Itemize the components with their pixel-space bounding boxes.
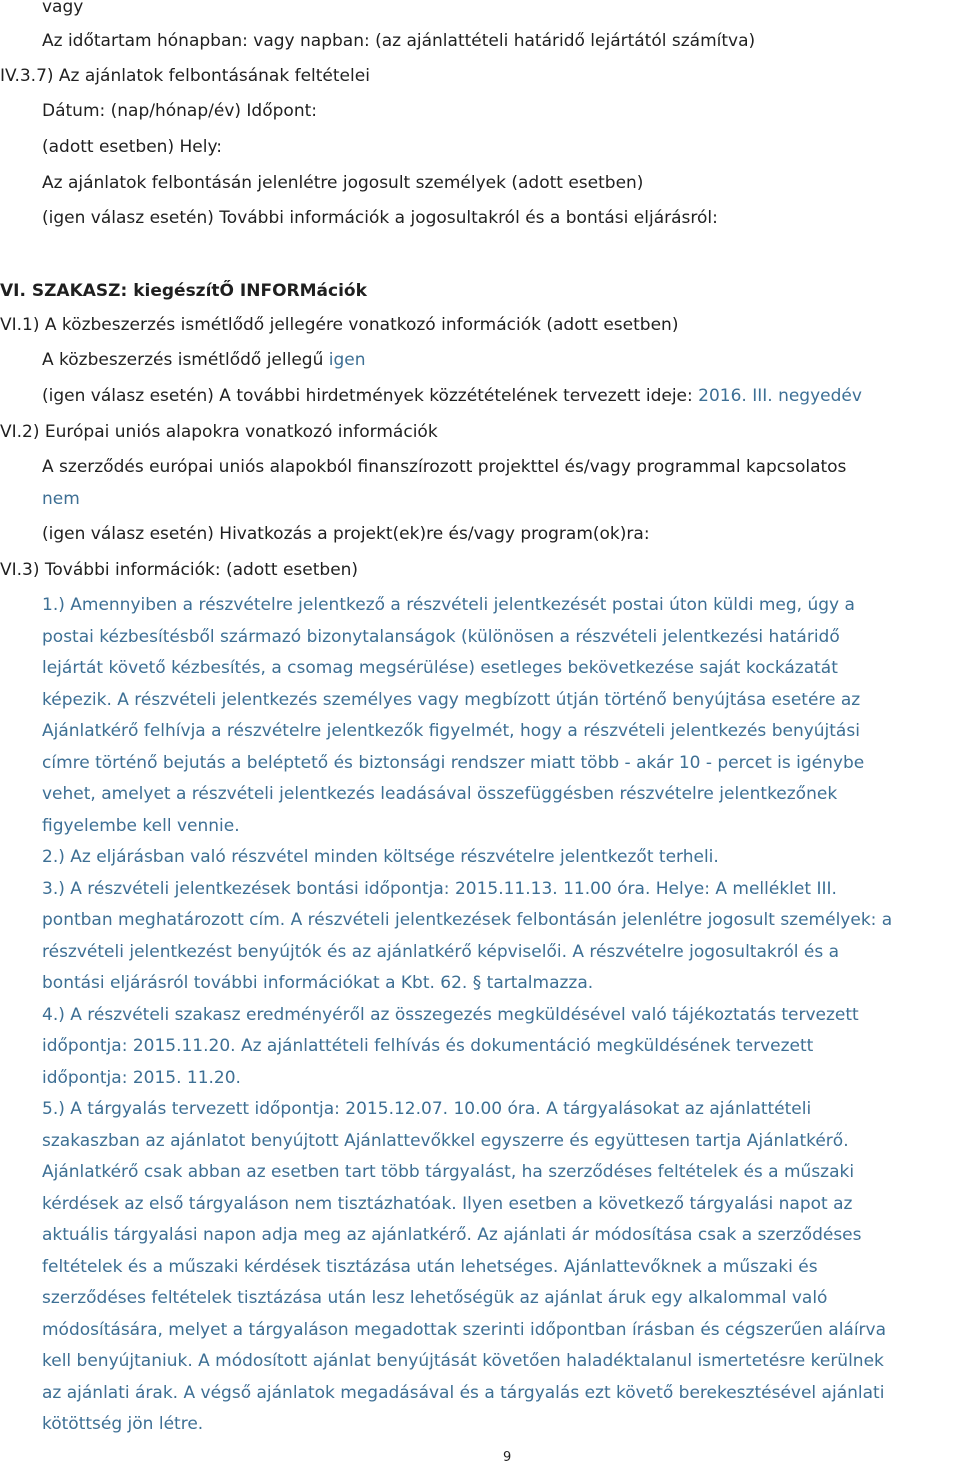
body-line: címre történő bejutás a beléptető és biztonsági rendszer miatt több - akár 10 - percet is igénybe <box>42 752 865 773</box>
top-line-1: vagy <box>42 0 84 17</box>
body-line: lejártát követő kézbesítés, a csomag megsérülése) esetleges bekövetkezése saját kockázatát <box>42 658 838 678</box>
body-line: kérdések az első tárgyaláson nem tisztázhatóak. Ilyen esetben a következő tárgyalási napot az <box>42 1193 853 1214</box>
body-line: 4.) A részvételi szakasz eredményéről az összegezés megküldésével való tájékoztatás tervezett <box>42 1004 859 1025</box>
vi-2-heading: VI.2) Európai uniós alapokra vonatkozó információk <box>0 422 438 442</box>
vi-1-question-2-label: (igen válasz esetén) A további hirdetmények közzétételének tervezett ideje: <box>42 386 699 406</box>
body-line: időpontja: 2015.11.20. Az ajánlattételi felhívás és dokumentáció megküldésének tervezett <box>42 1036 814 1056</box>
vi-1-answer: igen <box>328 350 366 370</box>
section-iv-3-7-heading: IV.3.7) Az ajánlatok felbontásának feltételei <box>0 66 370 86</box>
top-line-6: Az ajánlatok felbontásán jelenlétre jogosult személyek (adott esetben) <box>42 173 644 193</box>
body-line: 2.) Az eljárásban való részvétel minden költsége részvételre jelentkezőt terheli. <box>42 847 719 867</box>
body-line: Ajánlatkérő felhívja a részvételre jelentkezők figyelmét, hogy a részvételi jelentkezés benyújtási <box>42 721 860 741</box>
top-line-5: (adott esetben) Hely: <box>42 137 222 157</box>
body-line: pontban meghatározott cím. A részvételi jelentkezések felbontásán jelenlétre jogosult személyek: a <box>42 910 893 930</box>
vi-1-heading: VI.1) A közbeszerzés ismétlődő jellegére vonatkozó információk (adott esetben) <box>0 315 679 335</box>
body-line: szakaszban az ajánlatot benyújtott Ajánlattevőkkel egyszerre és együttesen tartja Ajánlatkérő. <box>42 1130 849 1151</box>
body-line: időpontja: 2015. 11.20. <box>42 1067 241 1088</box>
body-line: kötöttség jön létre. <box>42 1414 204 1434</box>
top-line-4: Dátum: (nap/hónap/év) Időpont: <box>42 101 317 121</box>
body-line: 5.) A tárgyalás tervezett időpontja: 2015.12.07. 10.00 óra. A tárgyalásokat az ajánlattételi <box>42 1099 812 1119</box>
vi-1-question <box>42 349 366 371</box>
page-number: 9 <box>503 1450 512 1465</box>
top-line-2: Az időtartam hónapban: vagy napban: (az ajánlattételi határidő lejártától számítva) <box>42 31 756 51</box>
body-line: szerződéses feltételek tisztázása után lesz lehetőségük az ajánlat áruk egy alkalommal való <box>42 1288 828 1308</box>
body-line: képezik. A részvételi jelentkezés személyes vagy megbízott útján történő benyújtása esetére az <box>42 689 861 710</box>
body-line: figyelembe kell vennie. <box>42 815 240 836</box>
body-line: módosítására, melyet a tárgyaláson megadottak szerinti időpontban írásban és cégszerűen aláírva <box>42 1319 887 1340</box>
vi-2-question: A szerződés európai uniós alapokból finanszírozott projekttel és/vagy programmal kapcsolatos <box>42 457 847 477</box>
section-vi-title: VI. SZAKASZ: kiegészítŐ INFORMációk <box>0 281 367 301</box>
body-line: bontási eljárásról további információkat a Kbt. 62. § tartalmazza. <box>42 973 594 993</box>
vi-2-question-2: (igen válasz esetén) Hivatkozás a projekt(ek)re és/vagy program(ok)ra: <box>42 524 650 544</box>
body-line: aktuális tárgyalási napon adja meg az ajánlatkérő. Az ajánlati ár módosítása csak a szerződéses <box>42 1225 862 1245</box>
vi-1-question-2 <box>42 385 862 407</box>
vi-1-answer-2: 2016. III. negyedév <box>698 386 862 406</box>
body-line: 3.) A részvételi jelentkezések bontási időpontja: 2015.11.13. 11.00 óra. Helye: A melléklet III. <box>42 878 837 899</box>
body-line: Ajánlatkérő csak abban az esetben tart több tárgyalást, ha szerződéses feltételek és a műszaki <box>42 1162 855 1182</box>
vi-1-question-label: A közbeszerzés ismétlődő jellegű <box>42 350 329 370</box>
body-line: postai kézbesítésből származó bizonytalanságok (különösen a részvételi jelentkezési határidő <box>42 626 840 647</box>
body-line: kell benyújtaniuk. A módosított ajánlat benyújtását követően haladéktalanul ismertetésre kerülnek <box>42 1351 884 1371</box>
vi-3-heading: VI.3) További információk: (adott esetben) <box>0 560 359 580</box>
body-line: az ajánlati árak. A végső ajánlatok megadásával és a tárgyalás ezt követő berekesztésével ajánlati <box>42 1382 885 1403</box>
body-line: részvételi jelentkezést benyújtók és az ajánlatkérő képviselői. A részvételre jogosultakról és a <box>42 941 840 962</box>
top-line-7: (igen válasz esetén) További információk a jogosultakról és a bontási eljárásról: <box>42 208 718 228</box>
body-line: 1.) Amennyiben a részvételre jelentkező a részvételi jelentkezését postai úton küldi meg, úgy a <box>42 595 855 615</box>
body-line: vehet, amelyet a részvételi jelentkezés leadásával összefüggésben részvételre jelentkezőnek <box>42 784 838 804</box>
body-line: feltételek és a műszaki kérdések tisztázása után lehetséges. Ajánlattevőknek a műszaki és <box>42 1256 818 1277</box>
vi-2-answer: nem <box>42 489 80 509</box>
